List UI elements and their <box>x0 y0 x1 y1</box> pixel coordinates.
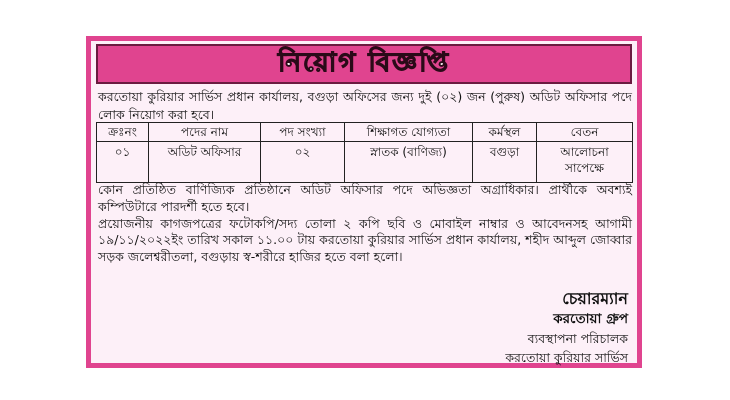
signature-designation: ব্যবস্থাপনা পরিচালক <box>527 331 628 346</box>
cell-qualification: স্নাতক (বাণিজ্য) <box>345 142 473 183</box>
header-serial: ক্রঃনং <box>97 123 149 142</box>
cell-salary: আলোচনা সাপেক্ষে <box>537 142 633 183</box>
header-qualification: শিক্ষাগত যোগ্যতা <box>345 123 473 142</box>
table-header-row <box>97 123 633 142</box>
signature-chairman: চেয়ারম্যান <box>562 289 628 308</box>
header-salary: বেতন <box>537 123 633 142</box>
signature-block <box>505 288 628 367</box>
experience-paragraph: কোন প্রতিষ্ঠিত বাণিজ্যিক প্রতিষ্ঠানে অডিট অফিসার পদে অভিজ্ঞতা অগ্রাধিকার। প্রার্থীকে অবশ্যই কম্পিউটারে পারদর্শী হতে হবে। <box>98 182 632 214</box>
ad-title: নিয়োগ বিজ্ঞপ্তি <box>278 48 450 78</box>
header-post-count: পদ সংখ্যা <box>261 123 345 142</box>
title-banner <box>96 44 632 84</box>
body-text <box>98 182 632 266</box>
signature-group: করতোয়া গ্রুপ <box>553 311 628 327</box>
cell-post-name: অডিট অফিসার <box>149 142 261 183</box>
cell-serial: ০১ <box>97 142 149 183</box>
cell-post-count: ০২ <box>261 142 345 183</box>
header-post-name: পদের নাম <box>149 123 261 142</box>
cell-workplace: বগুড়া <box>473 142 537 183</box>
vacancy-table <box>96 122 633 183</box>
signature-company: করতোয়া কুরিয়ার সার্ভিস <box>505 350 628 365</box>
header-workplace: কর্মস্থল <box>473 123 537 142</box>
application-paragraph: প্রয়োজনীয় কাগজপত্রের ফটোকপি/সদ্য তোলা ২ কপি ছবি ও মোবাইল নাম্বার ও আবেদনসহ আগামী ১৯/১১/২০২২ইং তারিখ সকাল ১১.০০ টায় করতোয়া কুরিয়ার সার্ভিস প্রধান কার্যালয়, শহীদ আব্দুল জোব্বার সড়ক জলেশ্বরীতলা, বগুড়ায় স্ব-শরীরে হাজির হতে বলা হলো। <box>98 215 632 265</box>
table-row <box>97 142 633 183</box>
intro-paragraph: করতোয়া কুরিয়ার সার্ভিস প্রধান কার্যালয়, বগুড়া অফিসের জন্য দুই (০২) জন (পুরুষ) অডিট অফিসার পদে লোক নিয়োগ করা হবে। <box>98 89 632 122</box>
